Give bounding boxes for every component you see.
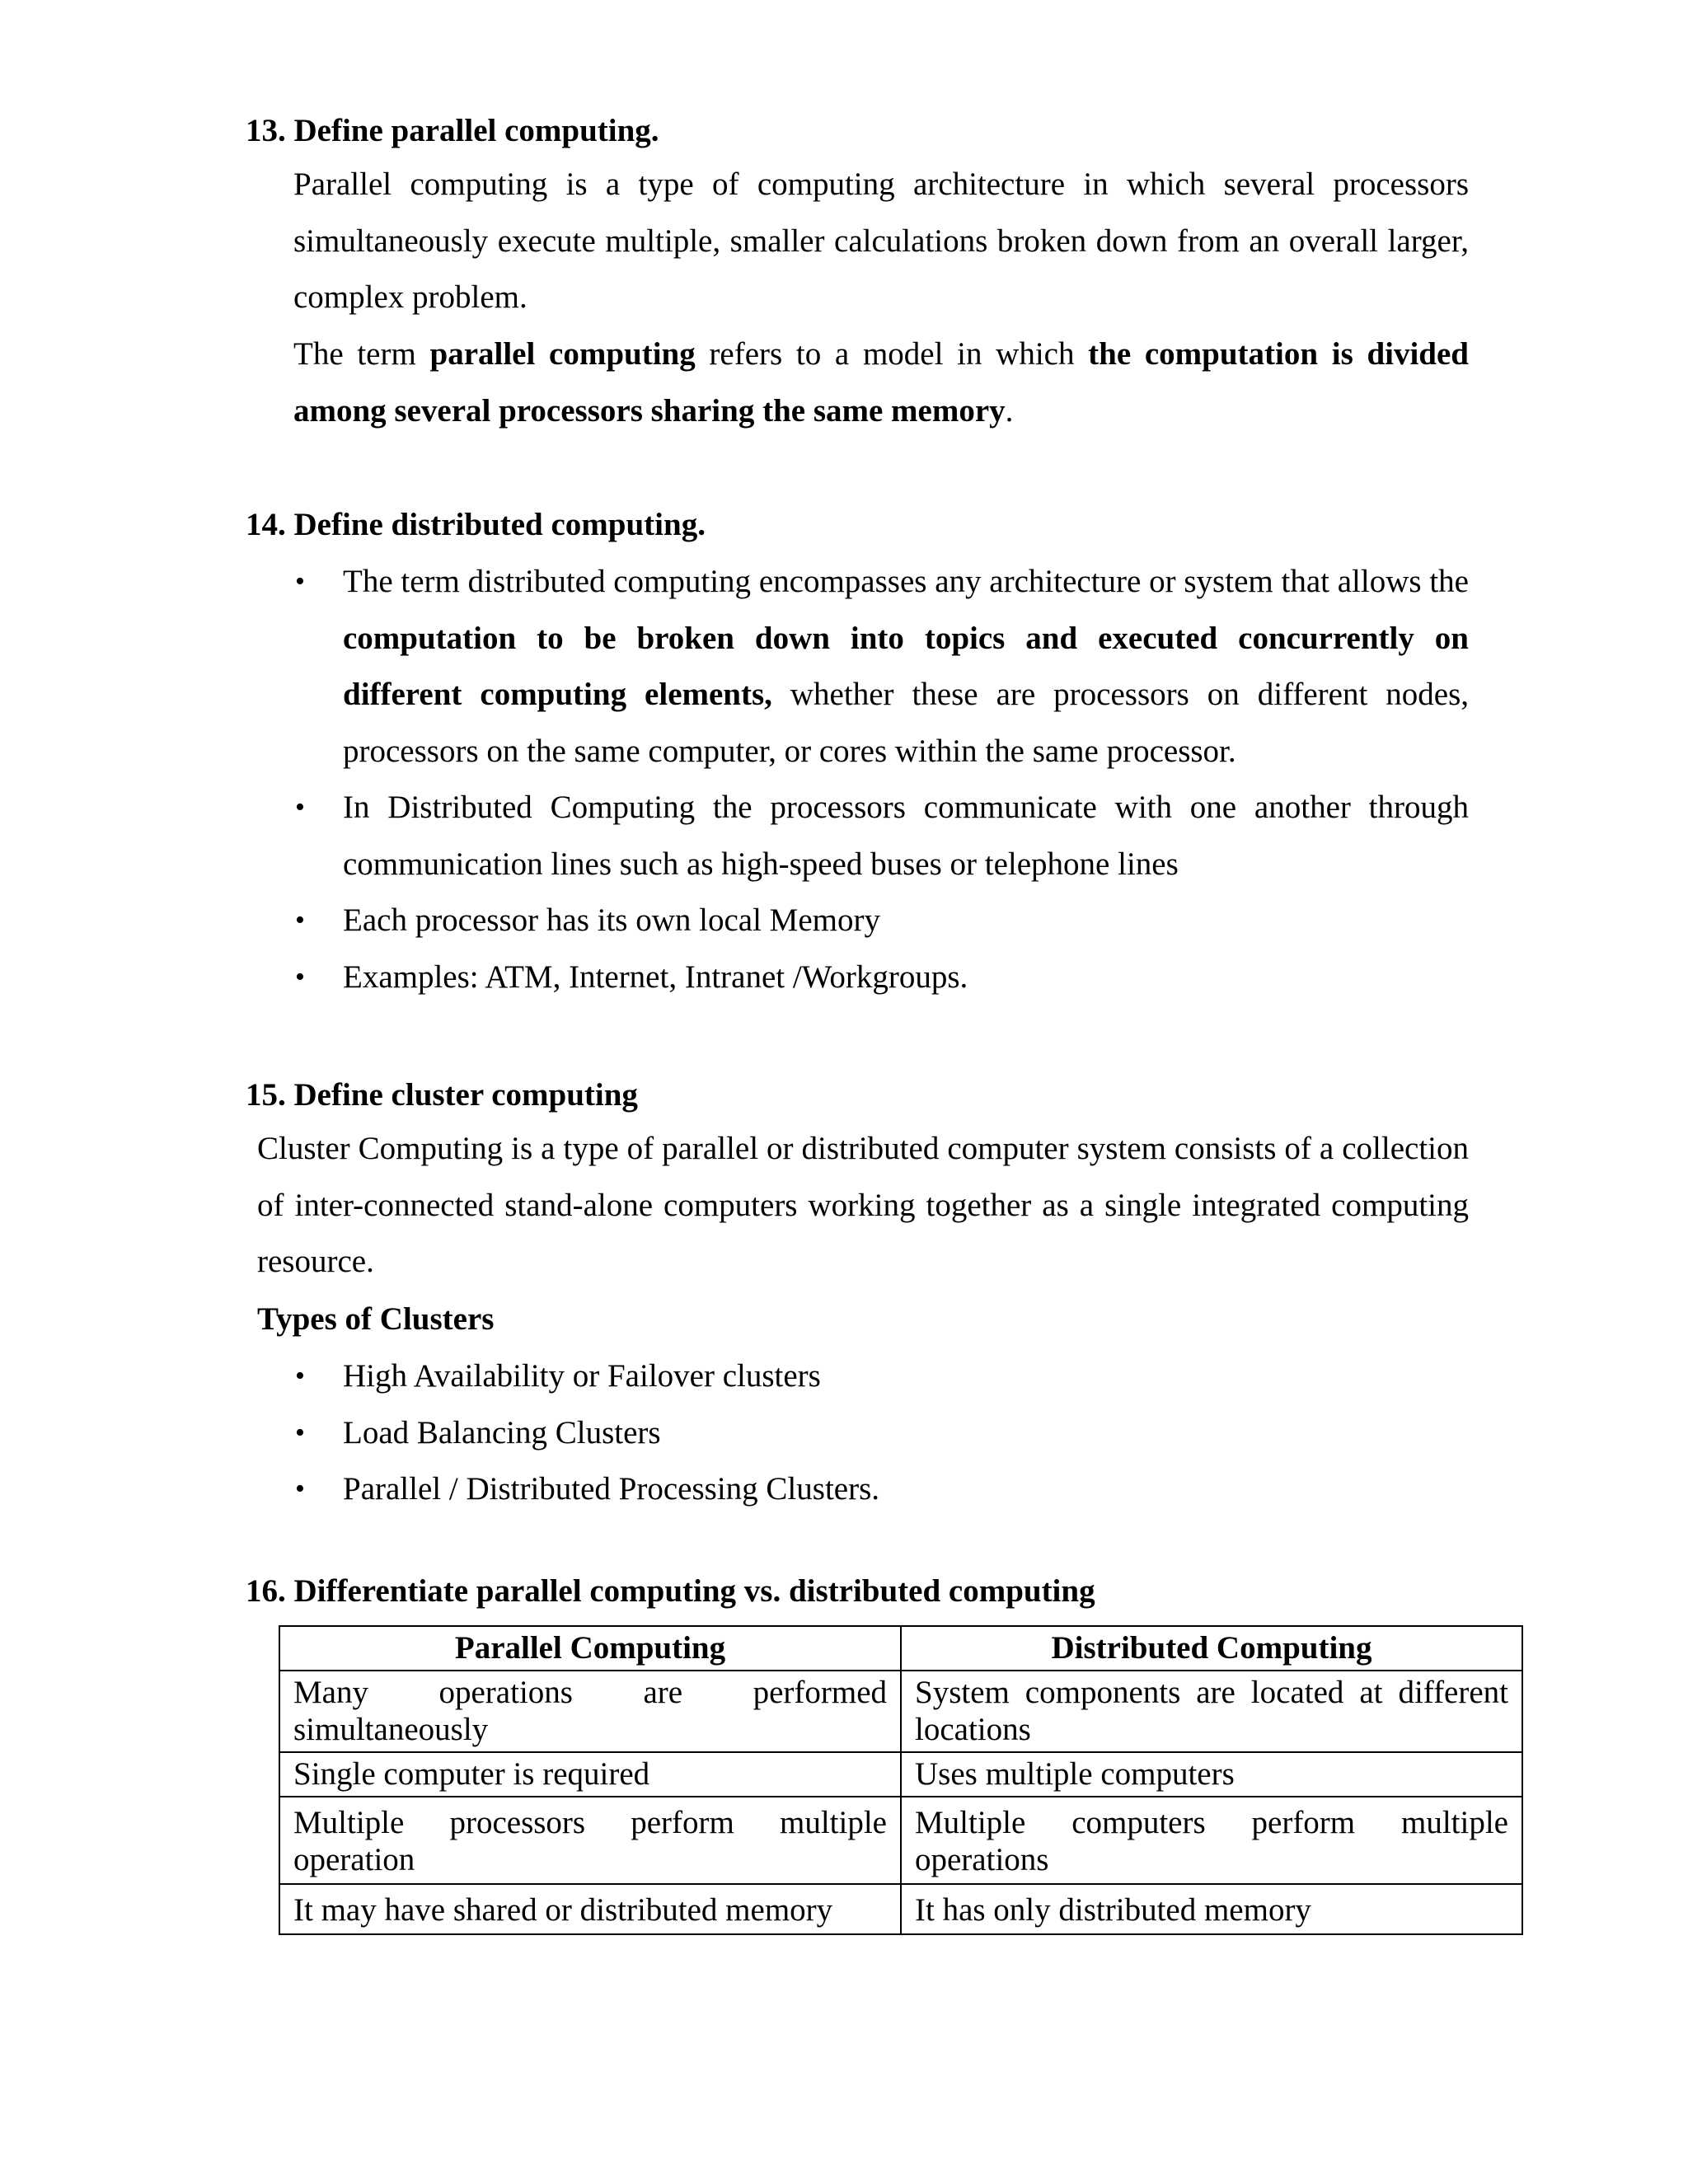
table-row xyxy=(279,1671,1522,1752)
q13-paragraph-1: Parallel computing is a type of computing architecture in which several processors simultaneously execute multiple, smaller calculations broken down from an overall larger, complex problem. xyxy=(293,166,1469,315)
q13-p2-bold-term: parallel computing xyxy=(429,336,696,372)
q15-type-text: Parallel / Distributed Processing Clusters. xyxy=(343,1471,880,1507)
q15-type-item xyxy=(292,1461,1469,1518)
bullet-dot-icon: • xyxy=(295,961,305,992)
q13-p2-text-e: . xyxy=(1005,392,1014,429)
q14-bullet-item xyxy=(292,780,1469,893)
table-header-cell: Parallel Computing xyxy=(279,1626,901,1671)
q15-paragraph: Cluster Computing is a type of parallel or distributed computer system consists of a collection of inter-connected stand-alone computers working together as a single integrated computing resource. xyxy=(257,1131,1469,1279)
table-header-cell: Distributed Computing xyxy=(901,1626,1522,1671)
table-row xyxy=(279,1752,1522,1797)
q13-paragraph-2 xyxy=(293,326,1469,439)
table-cell: Multiple computers perform multiple operations xyxy=(901,1797,1522,1884)
bullet-dot-icon: • xyxy=(295,1474,305,1504)
bullet-dot-icon: • xyxy=(295,566,305,597)
q13-p2-bold-definition: the computation is divided among several processors sharing the same memory xyxy=(293,336,1470,429)
q14-b4-text: Examples: ATM, Internet, Intranet /Workgroups. xyxy=(343,958,968,995)
table-row xyxy=(279,1884,1522,1934)
q14-bullet-list xyxy=(292,554,1469,1005)
bullet-dot-icon: • xyxy=(295,792,305,823)
bullet-dot-icon: • xyxy=(295,1417,305,1448)
q14-bullet-item xyxy=(292,893,1469,949)
q15-types-label: Types of Clusters xyxy=(257,1301,495,1337)
table-cell: System components are located at different locations xyxy=(901,1671,1522,1752)
bullet-dot-icon: • xyxy=(295,1361,305,1391)
comparison-table xyxy=(279,1625,1523,1935)
table-cell: Multiple processors perform multiple operation xyxy=(279,1797,901,1884)
q15-type-text: Load Balancing Clusters xyxy=(343,1414,661,1451)
table-cell: Uses multiple computers xyxy=(901,1752,1522,1797)
q14-b1-text-a: The term distributed computing encompasses any architecture or system that allows the xyxy=(343,564,1469,599)
q14-b1-text-c: whether these are processors on different nodes, processors on the same computer, or cores within the same processor. xyxy=(343,677,1469,769)
q14-bullet-item xyxy=(292,949,1469,1006)
table-cell: It has only distributed memory xyxy=(901,1884,1522,1934)
q14-b3-text: Each processor has its own local Memory xyxy=(343,902,880,938)
q16-heading: 16. Differentiate parallel computing vs. distributed computing xyxy=(246,1573,1095,1609)
q13-heading: 13. Define parallel computing. xyxy=(246,113,659,148)
q14-bullet-item xyxy=(292,554,1469,780)
table-cell: Many operations are performed simultaneously xyxy=(279,1671,901,1752)
q15-heading: 15. Define cluster computing xyxy=(246,1077,638,1113)
q14-b1-bold: computation to be broken down into topics and executed concurrently on different computing elements, xyxy=(343,620,1469,712)
table-header-row xyxy=(279,1626,1522,1671)
bullet-dot-icon: • xyxy=(295,905,305,935)
q15-type-item xyxy=(292,1348,1469,1405)
table-row xyxy=(279,1797,1522,1884)
table-cell: It may have shared or distributed memory xyxy=(279,1884,901,1934)
q15-type-text: High Availability or Failover clusters xyxy=(343,1358,821,1394)
q14-heading: 14. Define distributed computing. xyxy=(246,507,706,542)
q15-type-item xyxy=(292,1405,1469,1462)
q13-p2-text-a: The term xyxy=(293,336,430,372)
q14-b2-text: In Distributed Computing the processors communicate with one another through communication lines such as high-speed buses or telephone lines xyxy=(343,790,1469,882)
q15-types-list xyxy=(292,1348,1469,1518)
q13-p2-text-c: refers to a model in which xyxy=(695,336,1089,372)
table-cell: Single computer is required xyxy=(279,1752,901,1797)
